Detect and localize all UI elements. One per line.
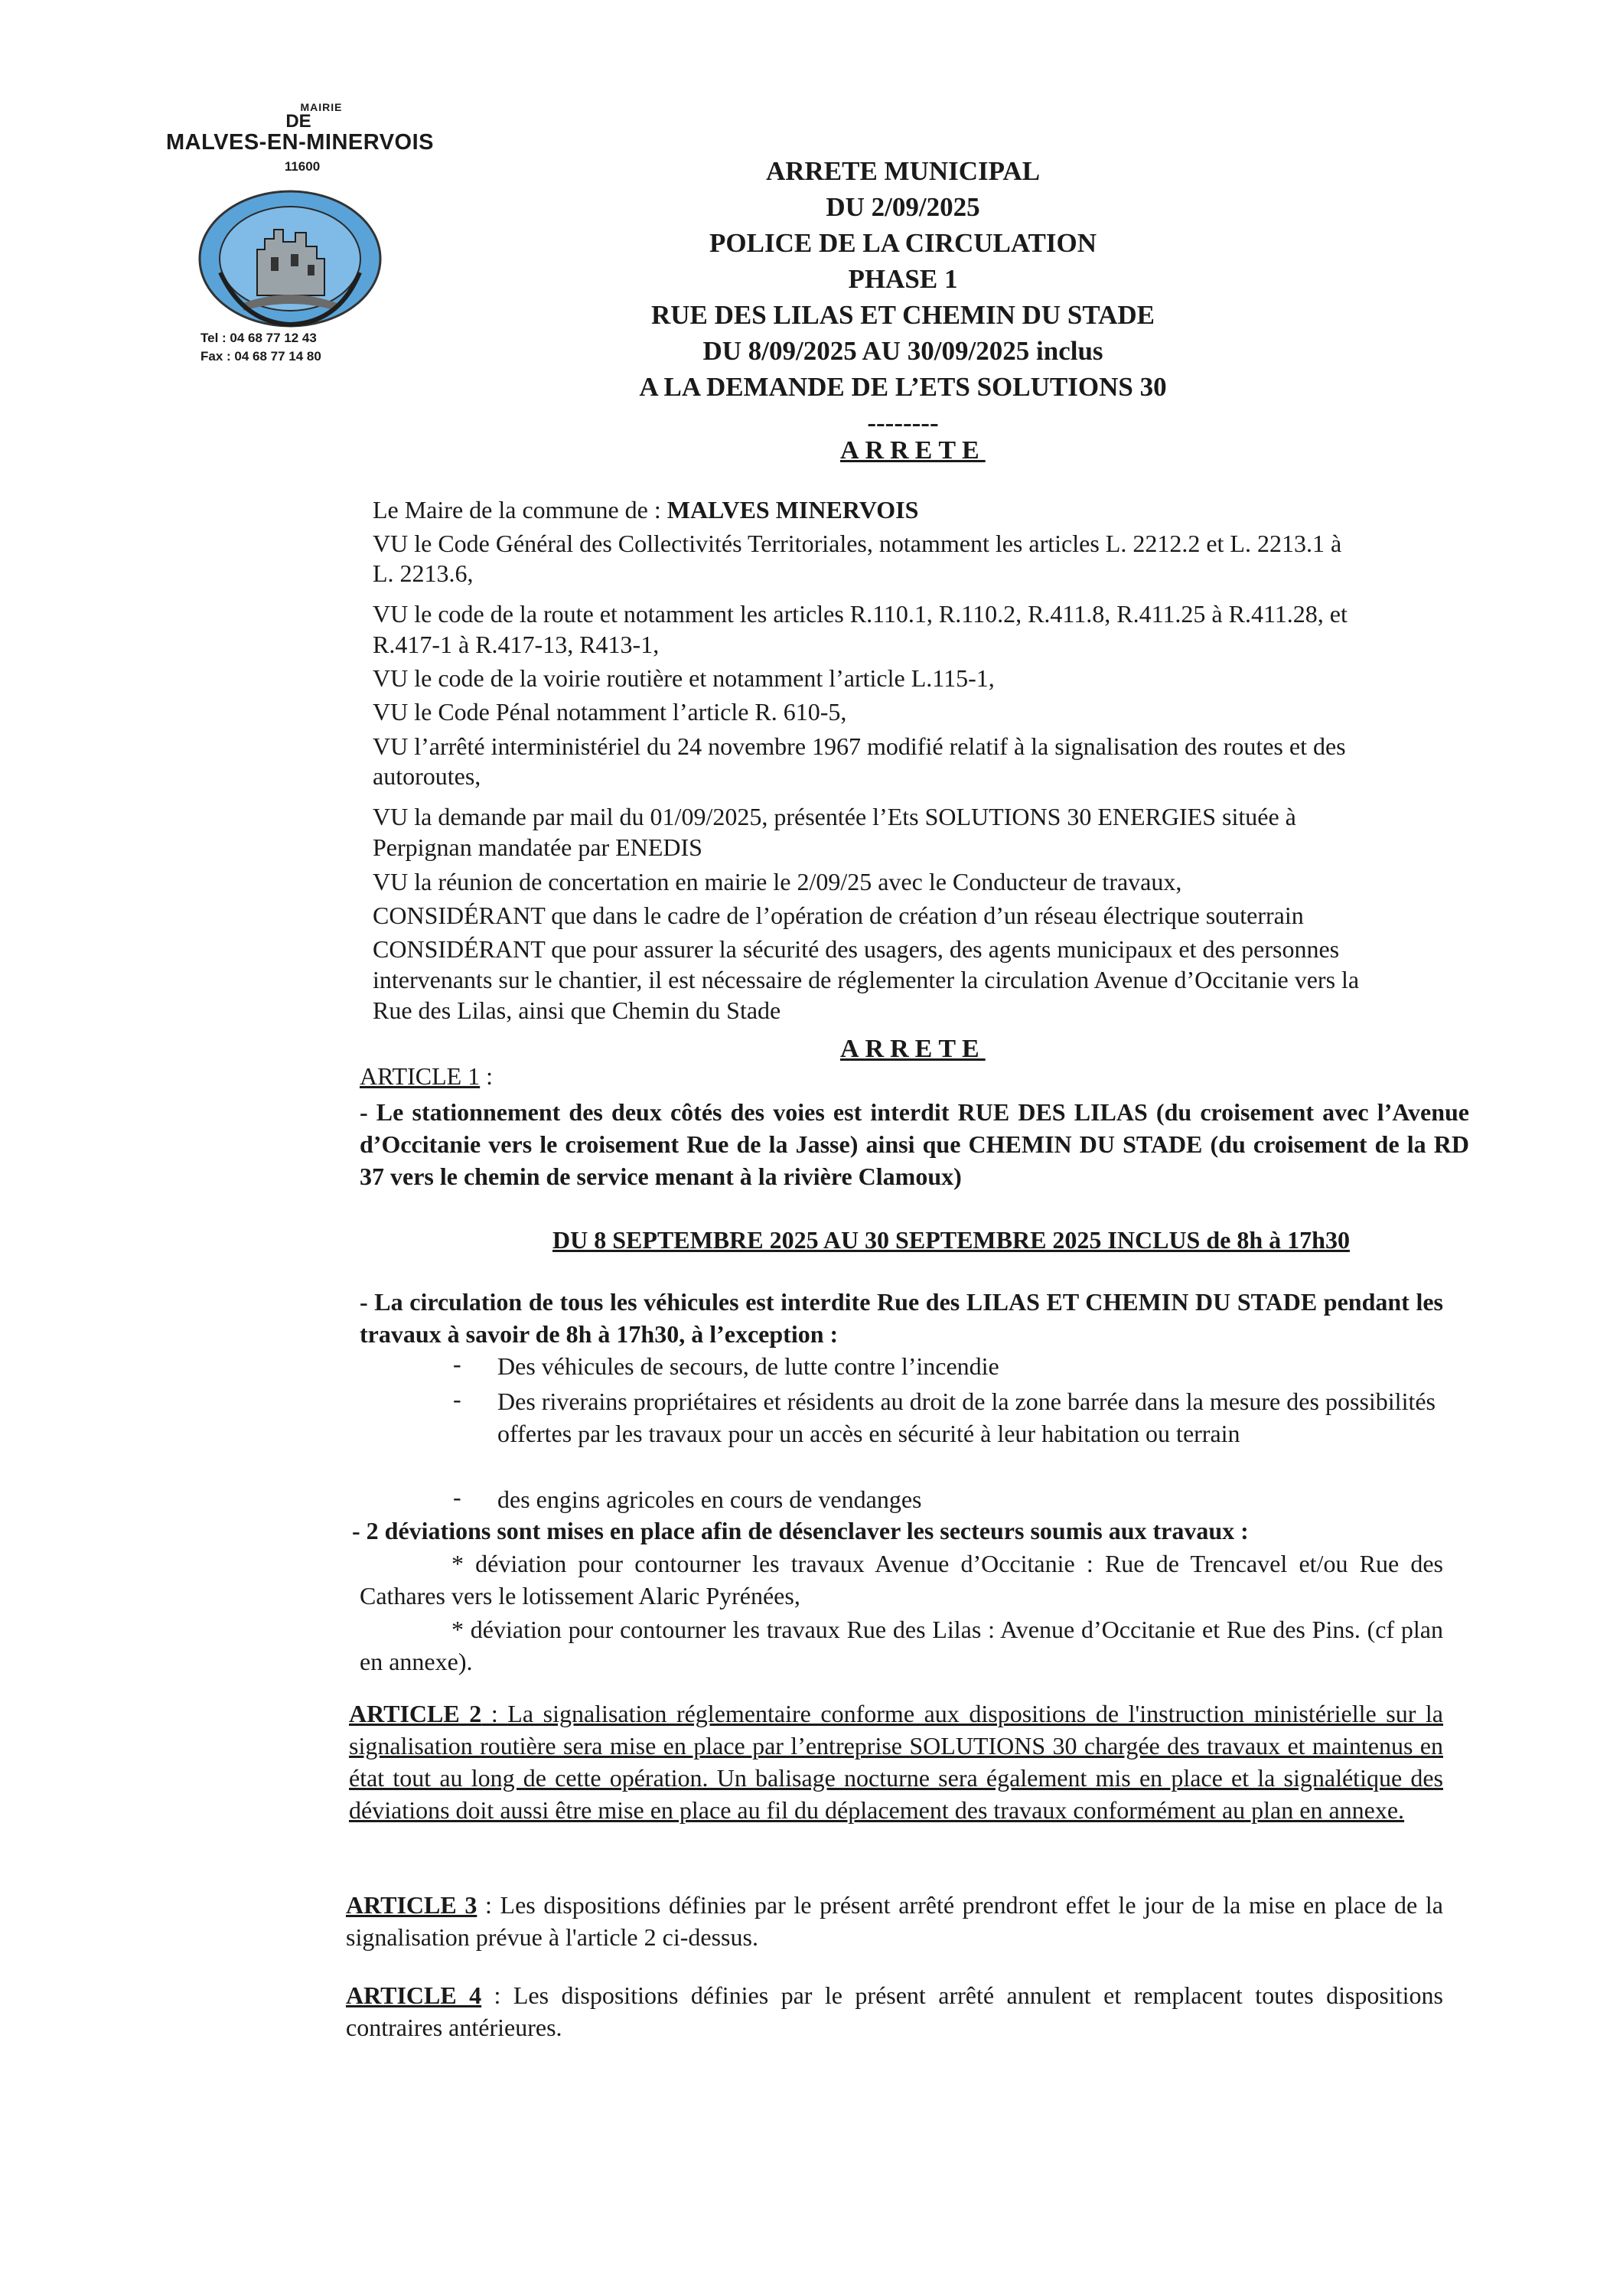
arrete-heading-2: ARRETE [840,1035,986,1063]
considerant-2-line-1: CONSIDÉRANT que pour assurer la sécurité des usagers, des agents municipaux et des personnes [373,935,1340,963]
vu-code-route-line-2: R.417-1 à R.417-13, R413-1, [373,631,660,658]
considerant-1: CONSIDÉRANT que dans le cadre de l’opération de création d’un réseau électrique souterrain [373,902,1304,929]
title-line-3: POLICE DE LA CIRCULATION [709,228,1097,258]
article-3-label: ARTICLE 3 [346,1891,477,1919]
mairie-phone: Tel : 04 68 77 12 43 [200,331,317,345]
exception-dash-3: - [453,1483,461,1511]
town-seal-logo [197,188,383,329]
mairie-de: DE [285,111,311,132]
article-1-dates: DU 8 SEPTEMBRE 2025 AU 30 SEPTEMBRE 2025 INCLUS de 8h à 17h30 [552,1226,1350,1254]
vu-arrete-interministeriel-line-1: VU l’arrêté interministériel du 24 novembre 1967 modifié relatif à la signalisation des routes et des [373,732,1346,760]
title-line-2: DU 2/09/2025 [826,192,980,222]
vu-demande-line-1: VU la demande par mail du 01/09/2025, présentée l’Ets SOLUTIONS 30 ENERGIES située à [373,803,1296,830]
vu-reunion: VU la réunion de concertation en mairie le 2/09/25 avec le Conducteur de travaux, [373,868,1182,895]
vu-demande-line-2: Perpignan mandatée par ENEDIS [373,833,702,861]
maire-prefix: Le Maire de la commune de : [373,496,667,523]
article-2 [349,1698,1443,1826]
article-1-circulation: - La circulation de tous les véhicules est interdite Rue des LILAS ET CHEMIN DU STADE pendant les travaux à savoir de 8h à 17h30, à l’exception : [360,1288,1443,1348]
article-1-heading [360,1062,493,1091]
article-1-label: ARTICLE 1 [360,1062,481,1090]
exception-1: Des véhicules de secours, de lutte contre l’incendie [497,1352,999,1380]
mairie-label: MAIRIE [300,101,343,113]
mairie-fax: Fax : 04 68 77 14 80 [200,349,321,364]
deviations-intro: - 2 déviations sont mises en place afin de désenclaver les secteurs soumis aux travaux : [352,1517,1249,1544]
title-block [536,153,1270,441]
exception-2: Des riverains propriétaires et résidents au droit de la zone barrée dans la mesure des possibilités offertes par les travaux pour un accès en sécurité à leur habitation ou terrain [497,1388,1436,1447]
title-line-4: PHASE 1 [848,264,958,294]
article-1-stationnement: - Le stationnement des deux côtés des voies est interdit RUE DES LILAS (du croisement avec l’Avenue d’Occitanie vers le croisement Rue de la Jasse) ainsi que CHEMIN DU STADE (du croisement de la RD 37 vers le chemin de service menant à la rivière Clamoux) [360,1098,1469,1190]
vu-arrete-interministeriel-line-2: autoroutes, [373,762,481,790]
title-line-1: ARRETE MUNICIPAL [765,156,1041,186]
title-line-7: A LA DEMANDE DE L’ETS SOLUTIONS 30 [639,372,1167,402]
vu-code-route-line-1: VU le code de la route et notamment les articles R.110.1, R.110.2, R.411.8, R.411.25 à R.411.28, et [373,600,1348,628]
exception-3: des engins agricoles en cours de vendanges [497,1486,922,1513]
arrete-heading-1: ARRETE [840,436,986,465]
maire-commune: MALVES MINERVOIS [666,496,919,523]
vu-cgct-line-1: VU le Code Général des Collectivités Territoriales, notamment les articles L. 2212.2 et L. 2213.1 à [373,530,1342,557]
article-4-text: : Les dispositions définies par le présent arrêté annulent et remplacent toutes dispositions contraires antérieures. [346,1981,1444,2041]
article-2-text: La signalisation réglementaire conforme aux dispositions de l'instruction ministérielle sur la signalisation routière sera mise en place par l’entreprise SOLUTIONS 30 chargée des travaux et maintenus en état tout au long de cette opération. Un balisage nocturne sera également mis en place et la signalétique des déviations doit aussi être mise en place au fil du déplacement des travaux conformément au plan en annexe. [349,1700,1444,1824]
article-2-label: ARTICLE 2 [349,1700,482,1727]
title-line-6: DU 8/09/2025 AU 30/09/2025 inclus [702,336,1103,366]
article-4 [346,1979,1443,2043]
article-3-text: : Les dispositions définies par le présent arrêté prendront effet le jour de la mise en place de la signalisation prévue à l'article 2 ci-dessus. [346,1891,1444,1951]
considerant-2-line-3: Rue des Lilas, ainsi que Chemin du Stade [373,996,781,1024]
article-1-colon: : [480,1062,494,1090]
vu-cgct-line-2: L. 2213.6, [373,559,474,587]
considerant-2-line-2: intervenants sur le chantier, il est nécessaire de réglementer la circulation Avenue d’Occitanie vers la [373,966,1360,993]
article-4-label: ARTICLE 4 [346,1981,482,2009]
exception-dash-2: - [453,1385,461,1413]
vu-code-voirie: VU le code de la voirie routière et notamment l’article L.115-1, [373,664,995,692]
deviation-2: * déviation pour contourner les travaux Rue des Lilas : Avenue d’Occitanie et Rue des Pins. (cf plan en annexe). [360,1616,1443,1675]
title-line-5: RUE DES LILAS ET CHEMIN DU STADE [650,300,1155,330]
mairie-postal-code: 11600 [284,159,321,174]
article-3 [346,1889,1443,1953]
mairie-town-name: MALVES-EN-MINERVOIS [165,130,434,155]
exception-dash-1: - [453,1350,461,1378]
title-separator: -------- [867,408,939,438]
vu-code-penal: VU le Code Pénal notamment l’article R. 610-5, [373,698,847,726]
article-2-colon: : [481,1700,508,1727]
deviation-1: * déviation pour contourner les travaux Avenue d’Occitanie : Rue de Trencavel et/ou Rue des Cathares vers le lotissement Alaric Pyrénées, [360,1550,1443,1609]
maire-line [373,496,918,524]
